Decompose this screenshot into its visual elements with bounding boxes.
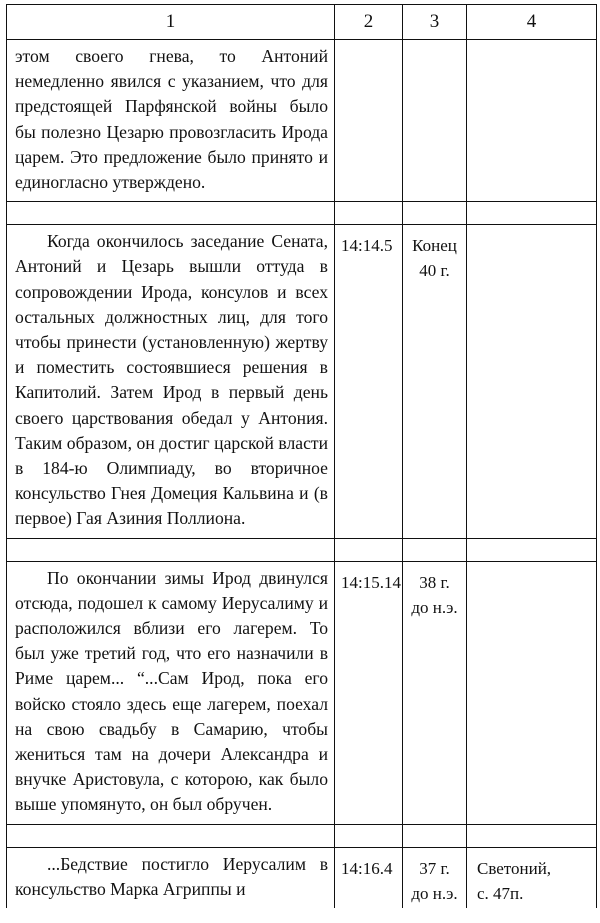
passage-text: этом своего гнева, то Антоний немедленно явился с указанием, что для предстоящей Парфянской войны было бы полезно Цезарю провозгласить Ирода царем. Это предложение было принято и единогласно утверждено. [15,46,328,193]
spacer-row [7,538,597,561]
date-cell [403,847,467,908]
reference-cell [335,561,403,824]
date-line-2: до н.э. [411,883,458,903]
column-header-3: 3 [403,5,467,40]
source-cell [467,225,597,538]
source-line-2: с. 47п. [477,883,524,903]
date-line-1: 38 г. [419,572,450,592]
source-cell [467,561,597,824]
text-cell [7,225,335,538]
table-row [7,561,597,824]
reference-cell [335,847,403,908]
column-header-4: 4 [467,5,597,40]
source-cell [467,847,597,908]
date-line-1: Конец [412,236,457,256]
reference-text: 14:16.4 [341,858,393,878]
date-cell [403,225,467,538]
date-line-2: 40 г. [419,261,450,281]
passage-text: Когда окончилось заседание Сената, Антоний и Цезарь вышли оттуда в сопровождении Ирода, консулов и всех остальных должностных лиц, для того чтобы принести (установленную) жертву и поместить состоявшиеся решения в Капитолий. Затем Ирод в первый день своего царствования обедал у Антония. Таким образом, он достиг царской власти в 184-ю Олимпиаду, во вторичное консульство Гнея Домеция Кальвина и (в первое) Гая Азиния Поллиона. [15,231,328,529]
date-line-2: до н.э. [411,597,458,617]
date-cell [403,40,467,202]
text-cell [7,40,335,202]
source-line-1: Светоний, [477,858,552,878]
spacer-row [7,202,597,225]
column-header-2: 2 [335,5,403,40]
date-cell [403,561,467,824]
date-line-1: 37 г. [419,858,450,878]
column-header-1: 1 [7,5,335,40]
spacer-row [7,824,597,847]
reference-cell [335,40,403,202]
header-row [7,5,597,40]
text-cell [7,847,335,908]
table-row [7,225,597,538]
reference-text [335,40,402,48]
passage-text: По окончании зимы Ирод двинулся отсюда, подошел к самому Иерусалиму и расположился вблизи его лагерем. То был уже третий год, что его назначили в Риме царем... “...Сам Ирод, пока его войско стояло здесь еще лагерем, поехал на свою свадьбу в Самарию, чтобы жениться там на дочери Александра и внучке Аристовула, с которою, как было выше упомянуто, он был обручен. [15,567,328,815]
chronology-table [6,4,597,908]
reference-cell [335,225,403,538]
table-row [7,847,597,908]
passage-text: ...Бедствие постигло Иерусалим в консульство Марка Агриппы и [15,853,328,899]
reference-text: 14:15.14 [341,572,401,592]
source-cell [467,40,597,202]
text-cell [7,561,335,824]
reference-text: 14:14.5 [341,236,393,256]
table-row [7,40,597,202]
